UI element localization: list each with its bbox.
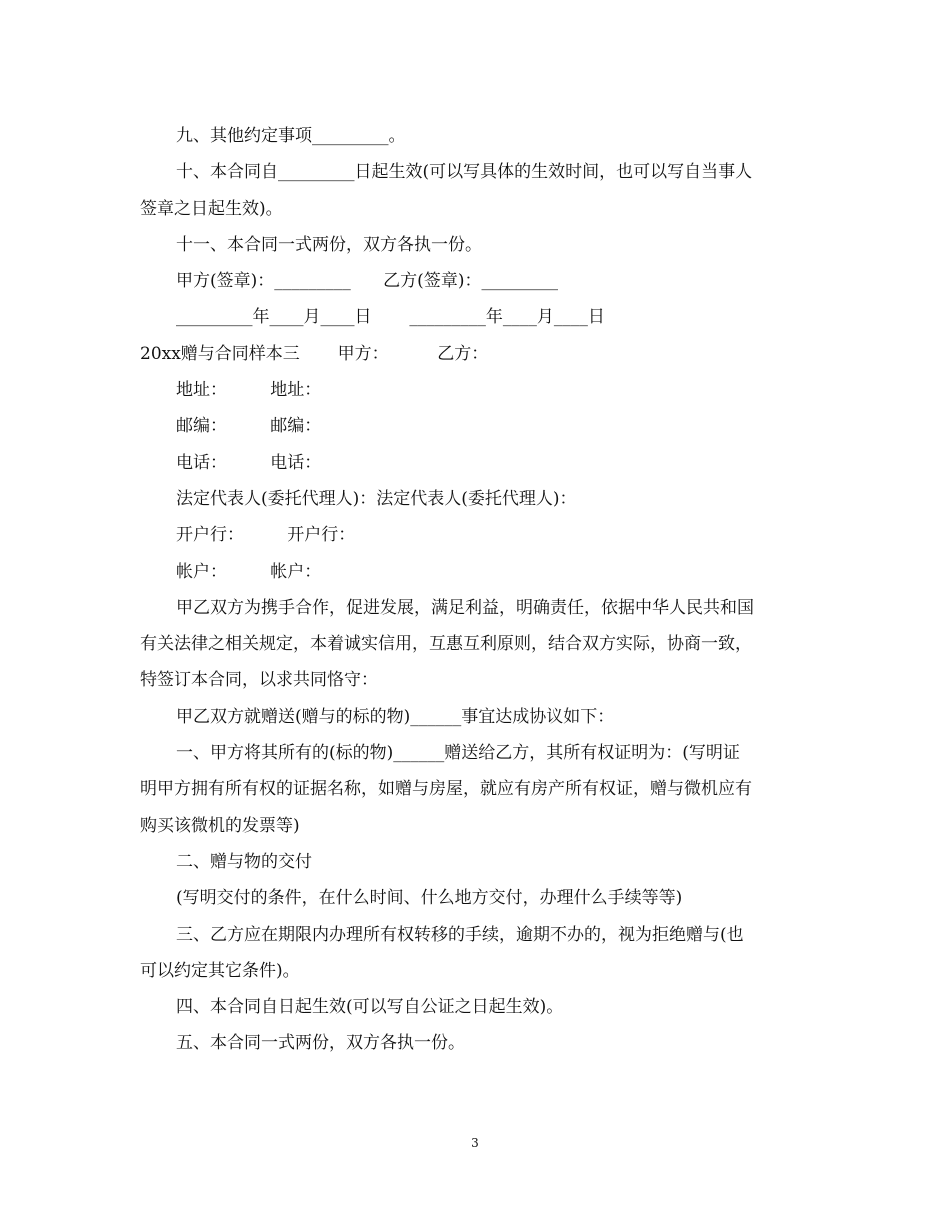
article-3-continued: 可以约定其它条件)。 <box>140 960 300 981</box>
postcode-line: 邮编： 邮编： <box>176 416 322 437</box>
clause-11: 十一、本合同一式两份，双方各执一份。 <box>176 234 482 255</box>
date-line: _________年____月____日 _________年____月____日 <box>176 307 605 328</box>
agreement-intro: 甲乙双方就赠送(赠与的标的物)______事宜达成协议如下： <box>176 706 615 727</box>
article-3: 三、乙方应在期限内办理所有权转移的手续，逾期不办的，视为拒绝赠与(也 <box>176 924 744 945</box>
address-line: 地址： 地址： <box>176 380 322 401</box>
article-5: 五、本合同一式两份，双方各执一份。 <box>176 1033 465 1054</box>
account-line: 帐户： 帐户： <box>176 561 322 582</box>
clause-9: 九、其他约定事项_________。 <box>176 126 406 146</box>
signature-line: 甲方(签章)：_________ 乙方(签章)：_________ <box>176 271 558 292</box>
page-number: 3 <box>471 1136 479 1150</box>
clause-10-continued: 签章之日起生效)。 <box>140 198 283 219</box>
phone-line: 电话： 电话： <box>176 452 322 473</box>
preamble-paragraph: 甲乙双方为携手合作，促进发展，满足利益，明确责任，依据中华人民共和国 <box>176 597 754 618</box>
article-2: 二、赠与物的交付 <box>176 851 312 872</box>
clause-10: 十、本合同自_________日起生效(可以写具体的生效时间，也可以写自当事人 <box>176 162 753 183</box>
bank-line: 开户行： 开户行： <box>176 525 356 546</box>
article-1: 一、甲方将其所有的(标的物)______赠送给乙方，其所有权证明为：(写明证 <box>176 743 740 764</box>
legal-representative-line: 法定代表人(委托代理人)：法定代表人(委托代理人)： <box>176 488 577 509</box>
article-1-end: 购买该微机的发票等) <box>140 815 300 836</box>
article-2-note: (写明交付的条件，在什么时间、什么地方交付，办理什么手续等等) <box>176 888 683 909</box>
sample-heading: 20xx赠与合同样本三 甲方： 乙方： <box>140 343 489 364</box>
article-1-continued: 明甲方拥有所有权的证据名称，如赠与房屋，就应有房产所有权证，赠与微机应有 <box>140 779 752 800</box>
document-body <box>140 118 820 1062</box>
preamble-paragraph-continued: 有关法律之相关规定，本着诚实信用，互惠互利原则，结合双方实际，协商一致， <box>140 634 752 655</box>
article-4: 四、本合同自日起生效(可以写自公证之日起生效)。 <box>176 997 564 1018</box>
preamble-paragraph-end: 特签订本合同，以求共同恪守： <box>140 670 378 691</box>
